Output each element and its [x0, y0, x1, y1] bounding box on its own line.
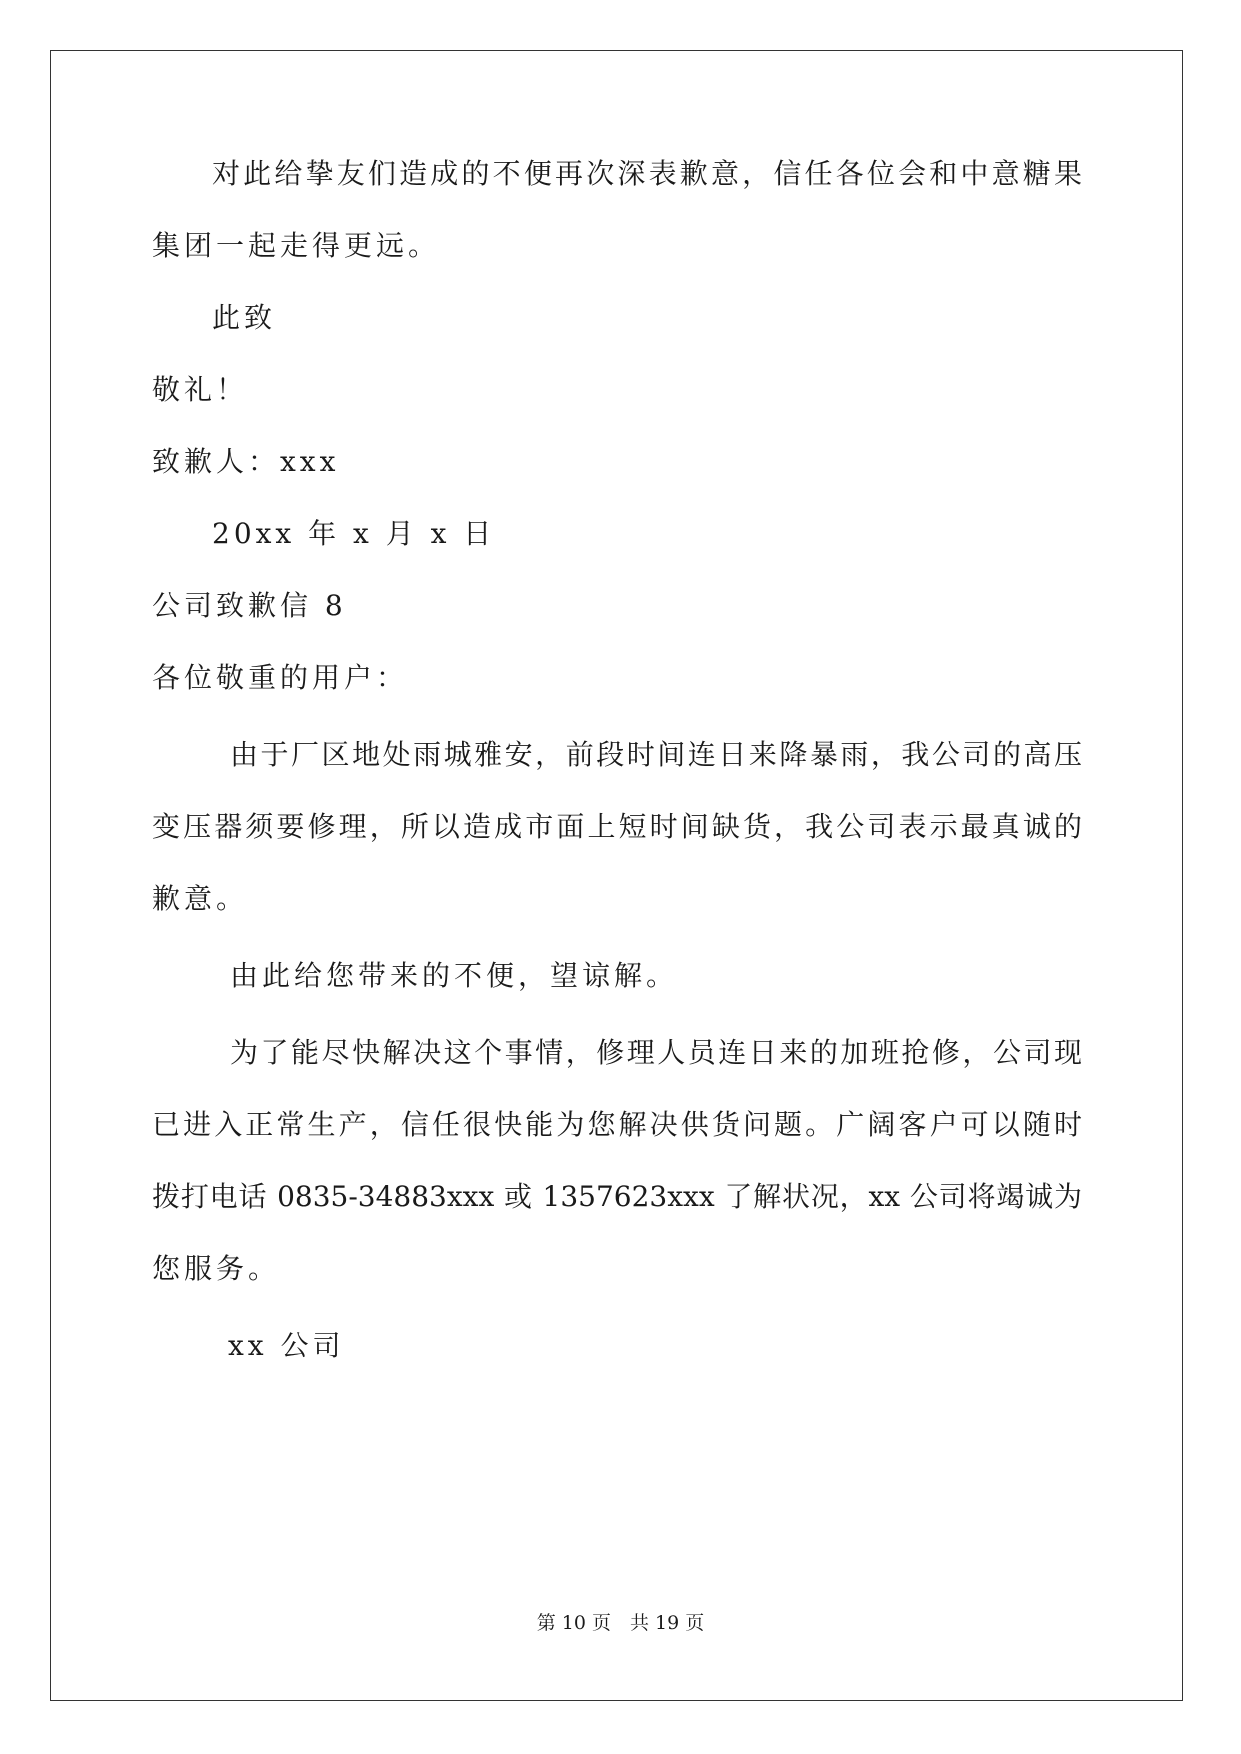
closing-salutation: 此致: [212, 301, 277, 334]
company-signature: xx 公司: [228, 1329, 345, 1362]
letter-date: 20xx 年 x 月 x 日: [212, 517, 496, 550]
page-number: 第 10 页 共 19 页: [536, 1612, 705, 1634]
paragraph-line: 由此给您带来的不便，望谅解。: [230, 959, 679, 992]
signatory: 致歉人：xxx: [152, 445, 340, 478]
paragraph-line: 拨打电话 0835-34883xxx 或 1357623xxx 了解状况，xx 公司将竭诚为: [152, 1180, 1082, 1213]
paragraph-line: 变压器须要修理，所以造成市面上短时间缺货，我公司表示最真诚的: [152, 810, 1082, 843]
paragraph-line: 对此给挚友们造成的不便再次深表歉意，信任各位会和中意糖果: [212, 157, 1082, 190]
paragraph-line: 集团一起走得更远。: [152, 229, 441, 262]
greeting: 各位敬重的用户：: [152, 661, 409, 694]
paragraph-line: 为了能尽快解决这个事情，修理人员连日来的加班抢修，公司现: [230, 1036, 1082, 1069]
paragraph-line: 已进入正常生产，信任很快能为您解决供货问题。广阔客户可以随时: [152, 1108, 1082, 1141]
paragraph-line: 由于厂区地处雨城雅安，前段时间连日来降暴雨，我公司的高压: [230, 738, 1082, 771]
closing-regards: 敬礼！: [152, 373, 249, 406]
paragraph-line: 歉意。: [152, 882, 249, 915]
paragraph-line: 您服务。: [152, 1252, 281, 1285]
section-title: 公司致歉信 8: [152, 589, 347, 622]
